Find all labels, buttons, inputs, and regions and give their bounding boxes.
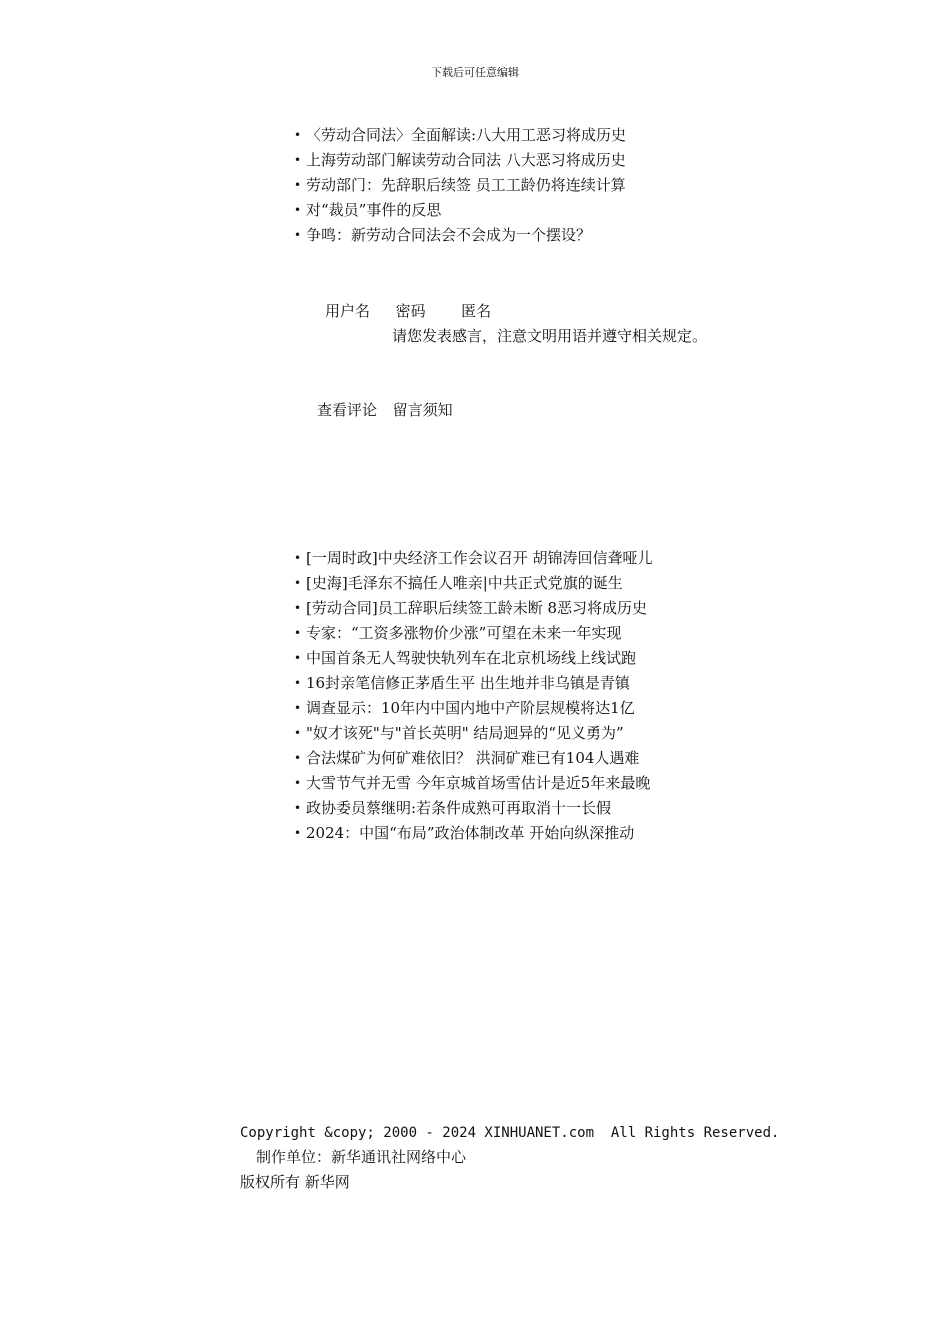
bullet-icon: • xyxy=(294,776,302,790)
bullet-icon: • xyxy=(294,551,302,565)
list-item[interactable] xyxy=(294,746,652,771)
news-link[interactable]: 合法煤矿为何矿难依旧？ 洪洞矿难已有104人遇难 xyxy=(306,749,640,767)
list-item[interactable] xyxy=(294,821,652,846)
list-item[interactable] xyxy=(294,646,652,671)
news-link[interactable]: [史海]毛泽东不搞任人唯亲|中共正式党旗的诞生 xyxy=(306,574,623,592)
comment-hint: 请您发表感言，注意文明用语并遵守相关规定。 xyxy=(392,327,708,345)
footer-producer: 制作单位：新华通讯社网络中心 xyxy=(256,1148,467,1166)
bullet-icon: • xyxy=(294,826,302,840)
news-link[interactable]: 专家：“工资多涨物价少涨”可望在未来一年实现 xyxy=(306,624,622,642)
comment-form-fields xyxy=(325,300,491,322)
bullet-icon: • xyxy=(294,676,302,690)
list-item[interactable] xyxy=(294,123,626,148)
news-link[interactable]: 16封亲笔信修正茅盾生平 出生地并非乌镇是青镇 xyxy=(306,674,630,692)
article-link[interactable]: 争鸣：新劳动合同法会不会成为一个摆设？ xyxy=(306,226,592,244)
article-link[interactable]: 对“裁员”事件的反思 xyxy=(306,201,442,219)
list-item[interactable] xyxy=(294,198,626,223)
list-item[interactable] xyxy=(294,148,626,173)
bullet-icon: • xyxy=(294,178,302,192)
bullet-icon: • xyxy=(294,726,302,740)
bullet-icon: • xyxy=(294,701,302,715)
article-link[interactable]: 〈劳动合同法〉全面解读:八大用工恶习将成历史 xyxy=(306,126,627,144)
list-item[interactable] xyxy=(294,223,626,248)
list-item[interactable] xyxy=(294,796,652,821)
comment-links xyxy=(317,399,453,421)
related-articles-list xyxy=(294,123,626,248)
list-item[interactable] xyxy=(294,621,652,646)
footer-copyright: Copyright &copy; 2000 - 2024 XINHUANET.com All Rights Reserved. xyxy=(240,1125,780,1141)
footer-rights: 版权所有 新华网 xyxy=(240,1173,350,1191)
password-label: 密码 xyxy=(395,302,426,320)
news-link[interactable]: [一周时政]中央经济工作会议召开 胡锦涛回信聋哑儿 xyxy=(306,549,653,567)
news-link[interactable]: 政协委员蔡继明:若条件成熟可再取消十一长假 xyxy=(306,799,612,817)
list-item[interactable] xyxy=(294,721,652,746)
bullet-icon: • xyxy=(294,651,302,665)
list-item[interactable] xyxy=(294,696,652,721)
list-item[interactable] xyxy=(294,546,652,571)
view-comments-link[interactable]: 查看评论 xyxy=(317,401,378,419)
username-label: 用户名 xyxy=(325,302,371,320)
bullet-icon: • xyxy=(294,601,302,615)
list-item[interactable] xyxy=(294,771,652,796)
article-link[interactable]: 上海劳动部门解读劳动合同法 八大恶习将成历史 xyxy=(306,151,626,169)
bullet-icon: • xyxy=(294,801,302,815)
news-link[interactable]: "奴才该死"与"首长英明" 结局迥异的“见义勇为” xyxy=(306,724,624,742)
guidelines-link[interactable]: 留言须知 xyxy=(392,401,453,419)
bullet-icon: • xyxy=(294,153,302,167)
news-link[interactable]: [劳动合同]员工辞职后续签工龄未断 8恶习将成历史 xyxy=(306,599,648,617)
news-link[interactable]: 大雪节气并无雪 今年京城首场雪估计是近5年来最晚 xyxy=(306,774,651,792)
bullet-icon: • xyxy=(294,751,302,765)
bullet-icon: • xyxy=(294,228,302,242)
header-note: 下载后可任意编辑 xyxy=(431,66,519,79)
article-link[interactable]: 劳动部门：先辞职后续签 员工工龄仍将连续计算 xyxy=(306,176,626,194)
news-link[interactable]: 2024：中国“布局”政治体制改革 开始向纵深推动 xyxy=(306,824,635,842)
list-item[interactable] xyxy=(294,173,626,198)
list-item[interactable] xyxy=(294,671,652,696)
anonymous-label[interactable]: 匿名 xyxy=(461,302,492,320)
list-item[interactable] xyxy=(294,571,652,596)
bullet-icon: • xyxy=(294,576,302,590)
news-list xyxy=(294,546,652,846)
bullet-icon: • xyxy=(294,626,302,640)
bullet-icon: • xyxy=(294,203,302,217)
bullet-icon: • xyxy=(294,128,302,142)
list-item[interactable] xyxy=(294,596,652,621)
news-link[interactable]: 调查显示：10年内中国内地中产阶层规模将达1亿 xyxy=(306,699,635,717)
news-link[interactable]: 中国首条无人驾驶快轨列车在北京机场线上线试跑 xyxy=(306,649,637,667)
